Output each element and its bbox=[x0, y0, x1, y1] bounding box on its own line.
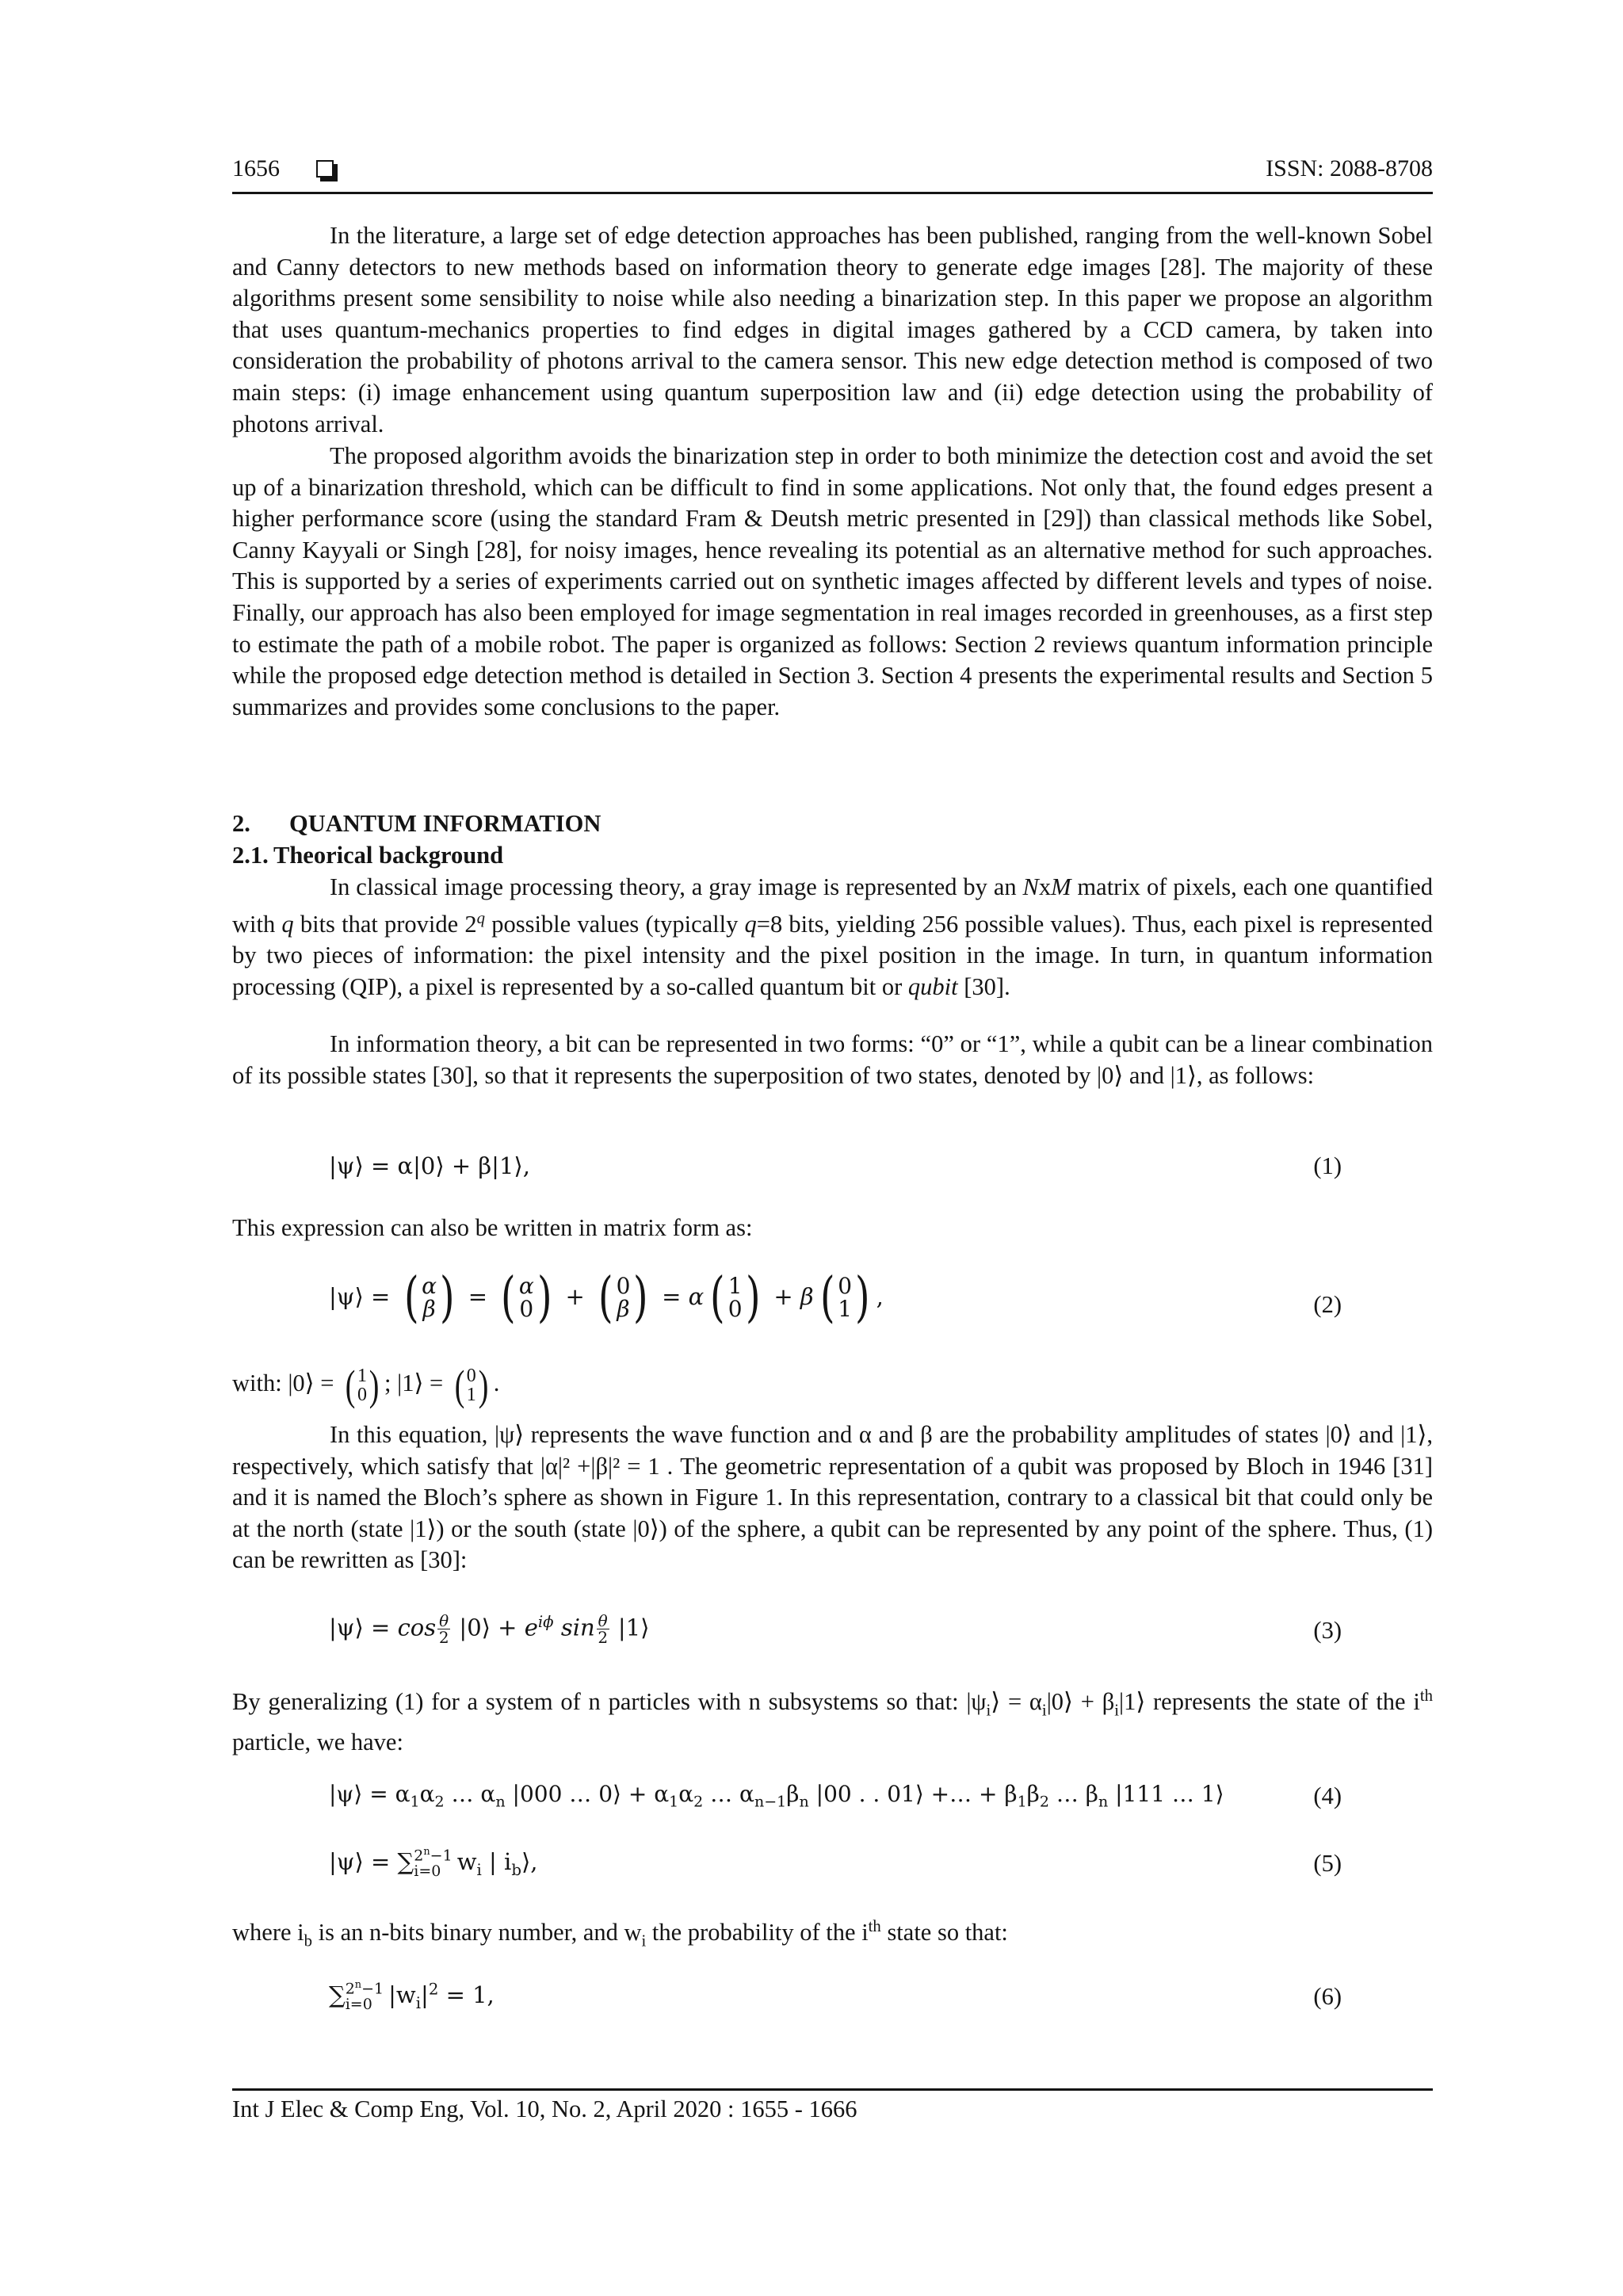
square-bullet-icon bbox=[316, 160, 334, 178]
equation-6-number: (6) bbox=[1313, 1983, 1342, 2010]
equation-4: |ψ⟩ = $\alpha_1\alpha_2$ … $\alpha_n$ |000 … 0⟩ + $\alpha_1\alpha_2$ … $\alpha_{n-1}\beta_n$ |00 . . 01⟩ +… + $\beta_1\beta_2$ … $\beta_n$ |111 … 1⟩ bbox=[329, 1781, 1224, 1811]
footer-rule bbox=[232, 2088, 1433, 2091]
equation-5-number: (5) bbox=[1313, 1850, 1342, 1877]
equation-1: |ψ⟩ = α|0⟩ + β|1⟩, bbox=[329, 1152, 530, 1179]
theory-paragraph-2: In information theory, a bit can be represented in two forms: “0” or “1”, while a qubit can be a linear combination of its possible states [30], so that it represents the superposition of two states, denoted by |0⟩ and |1⟩, as follows: bbox=[232, 1030, 1433, 1089]
basis-states-line: with: |0⟩ = ( 1 0 ) ; |1⟩ = ( 0 1 ) . bbox=[232, 1362, 500, 1409]
equation-6: ∑ $2^n-1$ i=0 $|w_i|^2 = 1$, bbox=[329, 1979, 495, 2014]
theory-paragraph-1: In classical image processing theory, a gray image is represented by an NxM matrix of pixels, each one quantified with q bits that provide 2$^q$ possible values (typically q=8 bits, yielding 256 possible values). Thus, each pixel is represented by two pieces of information: the pixel intensity and the pixel position in the image. In turn, in quantum information processing (QIP), a pixel is represented by a so-called quantum bit or qubit [30]. bbox=[232, 873, 1433, 1000]
equation-3-number: (3) bbox=[1313, 1617, 1342, 1644]
equation-3: |ψ⟩ = cos $\frac{\theta}{2}$ |0⟩ + $e^{i\phi}$ sin $\frac{\theta}{2}$ |1⟩ bbox=[329, 1611, 650, 1648]
matrix-intro-text: This expression can also be written in matrix form as: bbox=[232, 1214, 753, 1241]
footer-citation: Int J Elec & Comp Eng, Vol. 10, No. 2, April 2020 : 1655 - 1666 bbox=[232, 2095, 857, 2122]
page-header bbox=[232, 155, 1433, 192]
section-title: QUANTUM INFORMATION bbox=[289, 810, 601, 837]
equation-5: |ψ⟩ = ∑ $2^n-1$ i=0 $w_i$ | $i_b⟩$, bbox=[329, 1846, 538, 1881]
subsection-title: Theorical background bbox=[273, 842, 504, 869]
theory-paragraph-4: By generalizing (1) for a system of n particles with n subsystems so that: $|\psi_i⟩$ = $\alpha_i|0⟩$ + $\beta_i|1⟩$ represents the state of the $i^{th}$ particle, we have: bbox=[232, 1687, 1433, 1755]
page-number: 1656 bbox=[232, 155, 280, 181]
intro-paragraph-1: In the literature, a large set of edge detection approaches has been published, ranging from the well-known Sobel and Canny detectors to new methods based on information theory to generate edge images [28]. The majority of these algorithms present some sensibility to noise while also needing a binarization step. In this paper we propose an algorithm that uses quantum-mechanics properties to find edges in digital images gathered by a CCD camera, by taken into consideration the probability of photons arrival to the camera sensor. This new edge detection method is composed of two main steps: (i) image enhancement using quantum superposition law and (ii) edge detection using the probability of photons arrival. bbox=[232, 222, 1433, 437]
equation-1-number: (1) bbox=[1313, 1152, 1342, 1179]
subsection-heading bbox=[232, 842, 503, 869]
issn-label: ISSN: 2088-8708 bbox=[1266, 155, 1433, 181]
subsection-number: 2.1. bbox=[232, 842, 269, 869]
section-number: 2. bbox=[232, 810, 250, 837]
equation-2: |ψ⟩ = ( α β ) = ( α 0 ) + ( 0 β ) = α ( 1 0 ) + β ( 0 1 ) , bbox=[329, 1266, 884, 1329]
equation-2-number: (2) bbox=[1313, 1291, 1342, 1318]
header-rule bbox=[232, 192, 1433, 194]
intro-paragraph-2: The proposed algorithm avoids the binarization step in order to both minimize the detection cost and avoid the set up of a binarization threshold, which can be difficult to find in some applications. Not only that, the found edges present a higher performance score (using the standard Fram & Deutsh metric presented in [29]) than classical methods like Sobel, Canny Kayyali or Singh [28], for noisy images, hence revealing its potential as an alternative method for such approaches. This is supported by a series of experiments carried out on synthetic images affected by different levels and types of noise. Finally, our approach has also been employed for image segmentation in real images recorded in greenhouses, as a first step to estimate the path of a mobile robot. The paper is organized as follows: Section 2 reviews quantum information principle while the proposed edge detection method is detailed in Section 3. Section 4 presents the experimental results and Section 5 summarizes and provides some conclusions to the paper. bbox=[232, 442, 1433, 720]
equation-4-number: (4) bbox=[1313, 1782, 1342, 1809]
where-line: where $i_b$ is an n-bits binary number, and $w_i$ the probability of the $i^{th}$ state so that: bbox=[232, 1918, 1008, 1950]
section-heading bbox=[232, 810, 601, 838]
theory-paragraph-3: In this equation, |ψ⟩ represents the wave function and α and β are the probability amplitudes of states |0⟩ and |1⟩, respectively, which satisfy that |α|² +|β|² = 1 . The geometric representation of a qubit was proposed by Bloch in 1946 [31] and it is named the Bloch’s sphere as shown in Figure 1. In this representation, contrary to a classical bit that could only be at the north (state |1⟩) or the south (state |0⟩) of the sphere, a qubit can be represented by any point of the sphere. Thus, (1) can be rewritten as [30]: bbox=[232, 1421, 1433, 1574]
